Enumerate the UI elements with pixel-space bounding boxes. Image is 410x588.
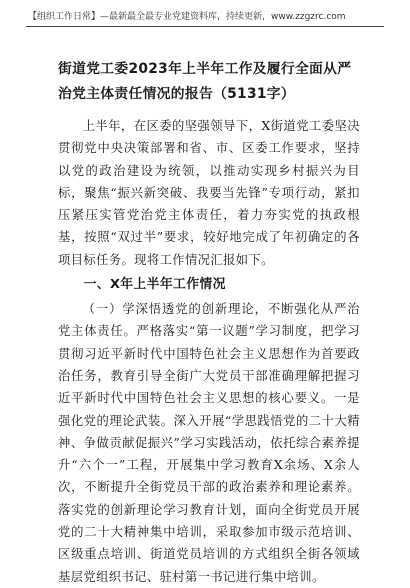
- header-banner: 【组织工作日常】—最新最全最专业党建资料库，持续更新，www.zzgzrc.com: [28, 12, 346, 22]
- section-heading: 一、X年上半年工作情况: [83, 277, 226, 293]
- section-paragraph: （一）学深悟透党的创新理论，不断强化从严治党主体责任。严格落实“第一议题”学习制度，把学习贯彻习近平新时代中国特色社会主义思想作为首要政治任务，教育引导全街广大党员干部准确理解把握习近平新时代中国特色社会主义思想的核心要义。一是强化党的理论武装。深入开展“学思践悟党的二十大精神、争做贡献促振兴”学习实践活动，依托综合素养提升“六个一”工程，开展集中学习教育X余场、X余人次，不断提升全街党员干部的政治素养和理论素养。落实党的创新理论学习教育计划，面向全街党员开展党的二十大精神集中培训，采取参加市级示范培训、区级重点培训、街道党员培训的方式组织全街各领域基层党组织书记、驻村第一书记进行集中培训。: [58, 302, 360, 584]
- header-divider: [26, 26, 384, 27]
- intro-paragraph: 上半年，在区委的坚强领导下，X街道党工委坚决贯彻党中央决策部署和省、市、区委工作要求，坚持以党的政治建设为统领，以推动实现乡村振兴为目标，聚焦“振兴新突破、我要当先锋”专项行动，紧扣压紧压实管党治党主体责任，着力夯实党的执政根基，按照“双过半”要求，较好地完成了年初确定的各项目标任务。现将工作情况汇报如下。: [58, 119, 360, 267]
- document-body: [58, 115, 360, 588]
- document-title: 街道党工委2023年上半年工作及履行全面从严治党主体责任情况的报告（5131字）: [58, 61, 352, 102]
